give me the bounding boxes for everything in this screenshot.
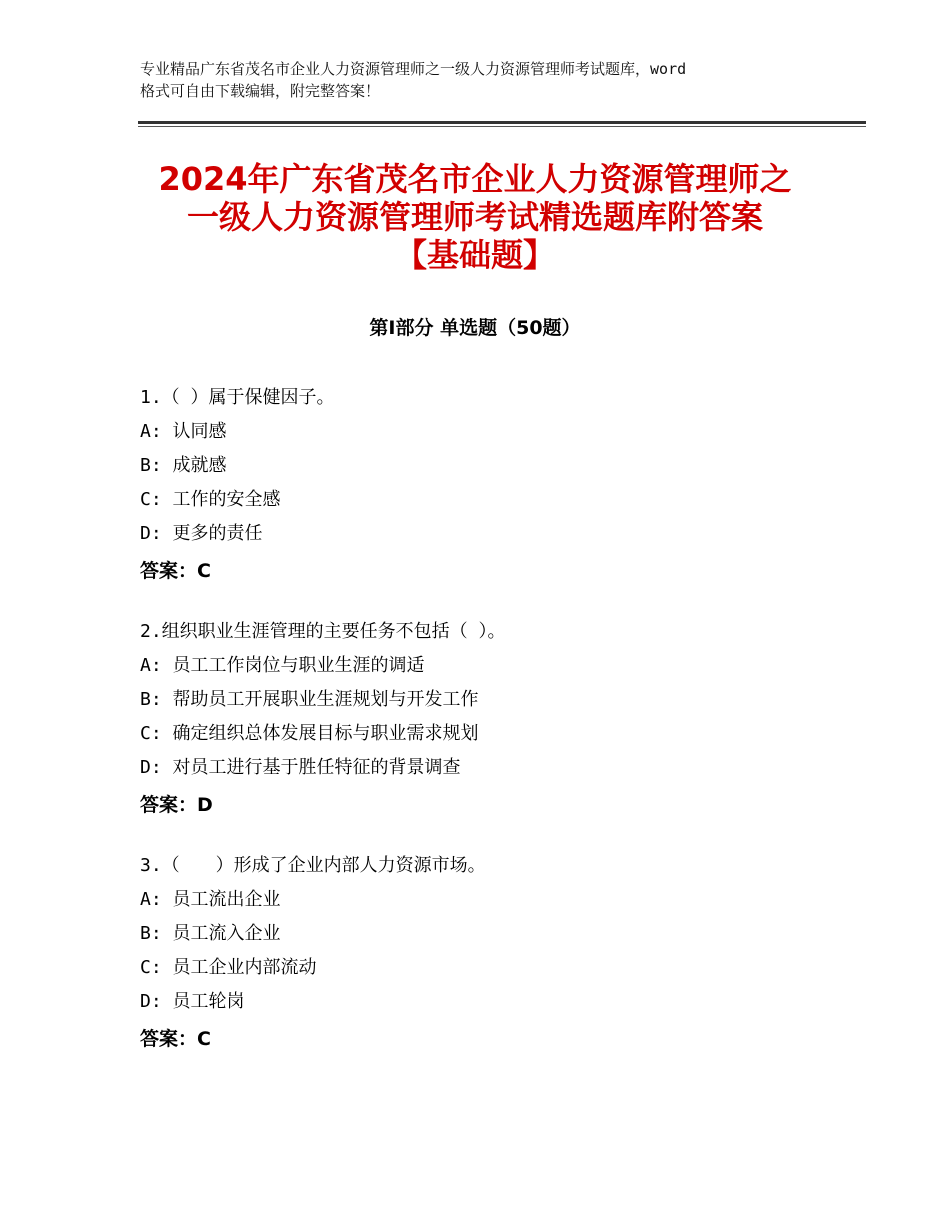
option-c: C: 工作的安全感 (140, 489, 281, 510)
question-list (140, 384, 840, 1086)
question-stem: 2.组织职业生涯管理的主要任务不包括（ ）。 (140, 621, 506, 642)
option-a: A: 员工工作岗位与职业生涯的调适 (140, 655, 425, 676)
option-d: D: 更多的责任 (140, 523, 263, 544)
question-1 (140, 384, 840, 588)
option-b: B: 员工流入企业 (140, 923, 281, 944)
option-d: D: 员工轮岗 (140, 991, 245, 1012)
answer: 答案：C (140, 1028, 211, 1050)
option-c: C: 确定组织总体发展目标与职业需求规划 (140, 723, 479, 744)
header-note-line-1: 专业精品广东省茂名市企业人力资源管理师之一级人力资源管理师考试题库，word (140, 60, 687, 78)
option-a: A: 员工流出企业 (140, 889, 281, 910)
option-d: D: 对员工进行基于胜任特征的背景调查 (140, 757, 461, 778)
answer: 答案：C (140, 560, 211, 582)
header-divider-thin (138, 126, 866, 127)
document-title (110, 160, 840, 274)
title-line-3: 【基础题】 (394, 236, 555, 274)
title-line-2: 一级人力资源管理师考试精选题库附答案 (186, 198, 763, 236)
question-stem: 1.（ ）属于保健因子。 (140, 387, 335, 408)
question-stem: 3.（ ）形成了企业内部人力资源市场。 (140, 855, 486, 876)
option-b: B: 成就感 (140, 455, 227, 476)
header-note (140, 58, 830, 102)
option-c: C: 员工企业内部流动 (140, 957, 317, 978)
question-2 (140, 618, 840, 822)
question-3 (140, 852, 840, 1056)
answer: 答案：D (140, 794, 213, 816)
section-heading: 第Ⅰ部分 单选题（50题） (369, 317, 581, 339)
option-b: B: 帮助员工开展职业生涯规划与开发工作 (140, 689, 479, 710)
header-note-line-2: 格式可自由下载编辑，附完整答案！ (140, 82, 381, 100)
option-a: A: 认同感 (140, 421, 227, 442)
header-divider-thick (138, 121, 866, 124)
title-line-1: 2024年广东省茂名市企业人力资源管理师之 (158, 160, 792, 198)
